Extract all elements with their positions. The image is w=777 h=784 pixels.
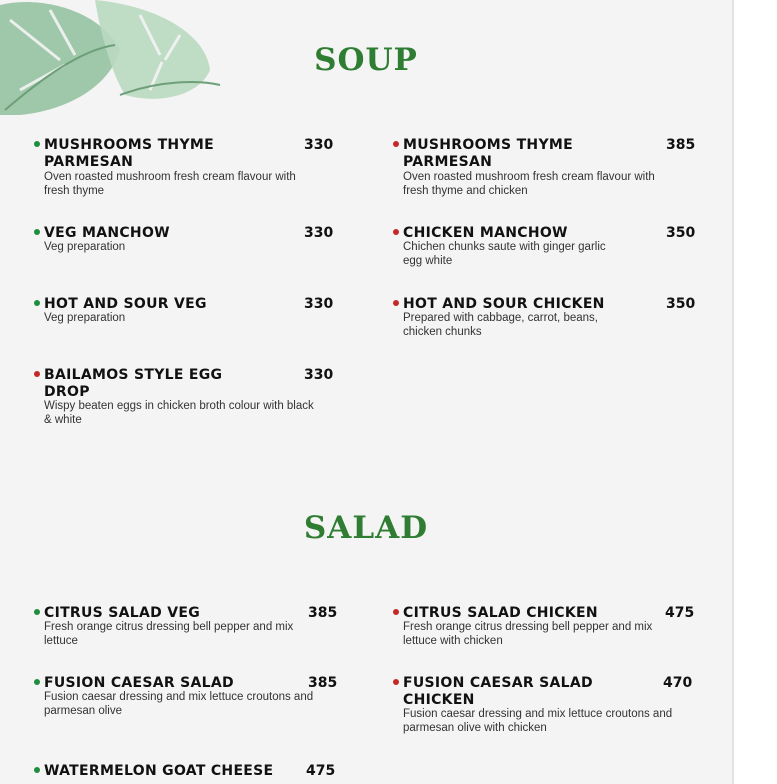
- item-name: MUSHROOMS THYME PARMESAN: [403, 137, 573, 170]
- item-price: 350: [666, 225, 696, 241]
- item-name: FUSION CAESAR SALAD CHICKEN: [403, 675, 593, 708]
- item-price: 330: [304, 225, 334, 241]
- item-price: 385: [308, 675, 338, 691]
- nonveg-indicator-icon: [393, 609, 399, 615]
- item-name: BAILAMOS STYLE EGG DROP: [44, 367, 223, 400]
- item-price: 475: [306, 763, 336, 779]
- item-description: Fresh orange citrus dressing bell pepper and mix lettuce: [44, 621, 294, 647]
- item-description: Oven roasted mushroom fresh cream flavour with fresh thyme: [44, 171, 296, 197]
- item-name: CITRUS SALAD CHICKEN: [403, 605, 598, 621]
- item-description: Veg preparation: [44, 241, 126, 253]
- item-name: MUSHROOMS THYME PARMESAN: [44, 137, 214, 170]
- item-description: Oven roasted mushroom fresh cream flavour with fresh thyme and chicken: [403, 171, 655, 197]
- item-price: 385: [308, 605, 338, 621]
- nonveg-indicator-icon: [393, 229, 399, 235]
- item-price: 470: [663, 675, 693, 691]
- veg-indicator-icon: [34, 300, 40, 306]
- nonveg-indicator-icon: [34, 371, 40, 377]
- item-price: 475: [665, 605, 695, 621]
- veg-indicator-icon: [34, 229, 40, 235]
- item-name: FUSION CAESAR SALAD: [44, 675, 234, 691]
- item-name: HOT AND SOUR CHICKEN: [403, 296, 605, 312]
- section-title-salad: SALAD: [303, 510, 429, 546]
- item-name: WATERMELON GOAT CHEESE: [44, 763, 274, 779]
- veg-indicator-icon: [34, 767, 40, 773]
- item-description: Veg preparation: [44, 312, 126, 324]
- section-title-soup: SOUP: [314, 42, 418, 78]
- page-edge-divider: [732, 0, 734, 784]
- item-price: 330: [304, 137, 334, 153]
- item-description: Chichen chunks saute with ginger garlic egg white: [403, 241, 606, 267]
- item-name: CHICKEN MANCHOW: [403, 225, 568, 241]
- veg-indicator-icon: [34, 141, 40, 147]
- item-description: Prepared with cabbage, carrot, beans, chicken chunks: [403, 312, 598, 338]
- item-description: Fusion caesar dressing and mix lettuce croutons and parmesan olive: [44, 691, 314, 717]
- item-description: Fresh orange citrus dressing bell pepper and mix lettuce with chicken: [403, 621, 653, 647]
- item-price: 330: [304, 367, 334, 383]
- item-price: 385: [666, 137, 696, 153]
- nonveg-indicator-icon: [393, 141, 399, 147]
- item-description: Wispy beaten eggs in chicken broth colour with black & white: [44, 400, 314, 426]
- item-name: VEG MANCHOW: [44, 225, 170, 241]
- nonveg-indicator-icon: [393, 300, 399, 306]
- veg-indicator-icon: [34, 679, 40, 685]
- item-price: 330: [304, 296, 334, 312]
- item-name: HOT AND SOUR VEG: [44, 296, 207, 312]
- item-price: 350: [666, 296, 696, 312]
- item-description: Fusion caesar dressing and mix lettuce croutons and parmesan olive with chicken: [403, 708, 673, 734]
- item-name: CITRUS SALAD VEG: [44, 605, 200, 621]
- veg-indicator-icon: [34, 609, 40, 615]
- nonveg-indicator-icon: [393, 679, 399, 685]
